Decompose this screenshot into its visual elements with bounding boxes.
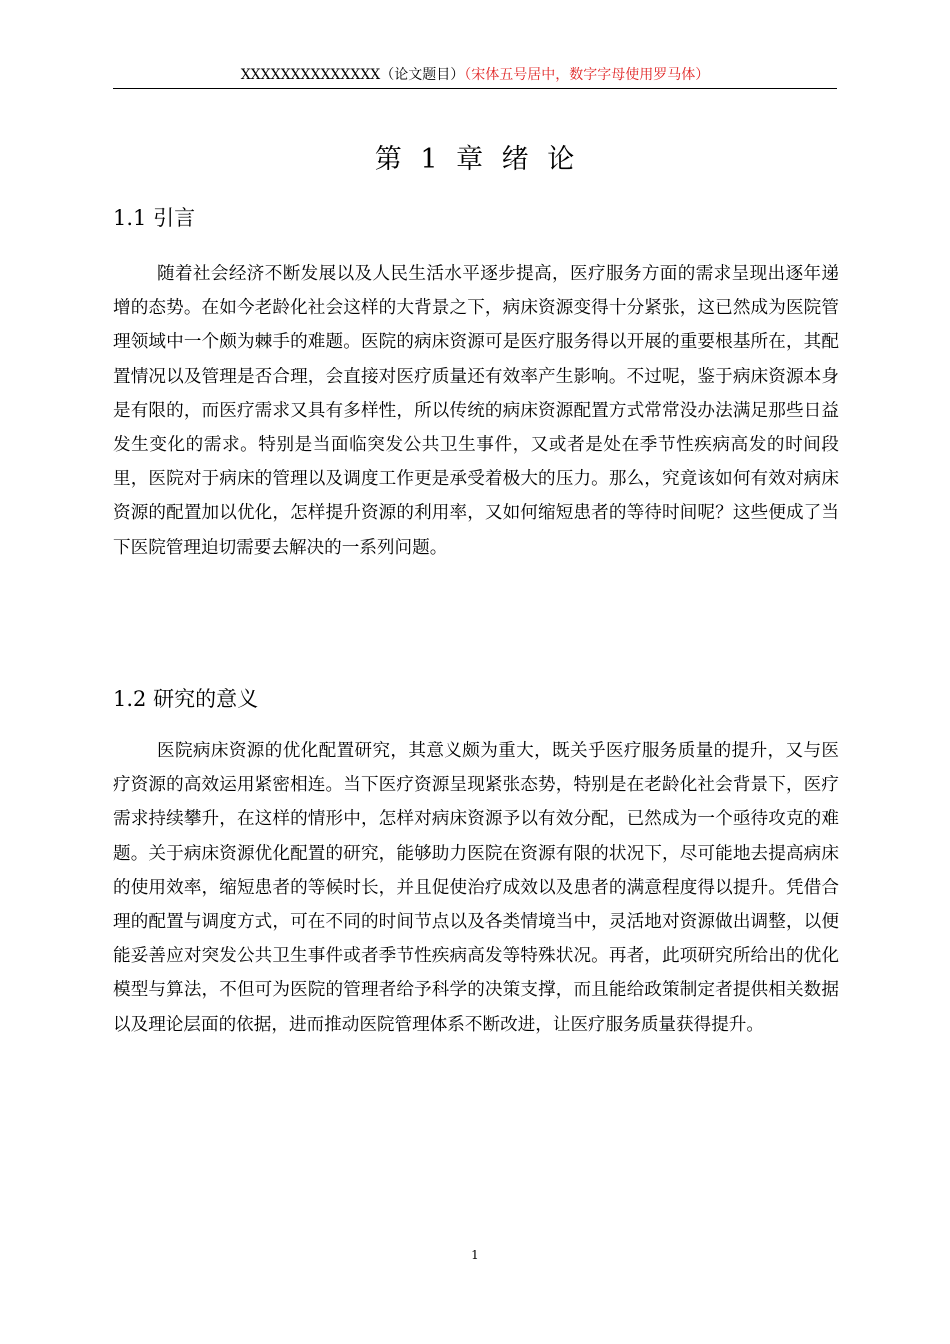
page-number: 1 — [471, 1248, 479, 1262]
running-header — [113, 66, 837, 84]
paragraph-introduction: 随着社会经济不断发展以及人民生活水平逐步提高，医疗服务方面的需求呈现出逐年递增的态势。在如今老龄化社会这样的大背景之下，病床资源变得十分紧张，这已然成为医院管理领域中一个颇为棘手的难题。医院的病床资源可是医疗服务得以开展的重要根基所在，其配置情况以及管理是否合理，会直接对医疗质量还有效率产生影响。不过呢，鉴于病床资源本身是有限的，而医疗需求又具有多样性，所以传统的病床资源配置方式常常没办法满足那些日益发生变化的需求。特别是当面临突发公共卫生事件，又或者是处在季节性疾病高发的时间段里，医院对于病床的管理以及调度工作更是承受着极大的压力。那么，究竟该如何有效对病床资源的配置加以优化，怎样提升资源的利用率，又如何缩短患者的等待时间呢？这些便成了当下医院管理迫切需要去解决的一系列问题。 — [113, 264, 839, 558]
chapter-title: 第 1 章 绪 论 — [374, 144, 576, 175]
section-heading-introduction: 1.1 引言 — [113, 206, 196, 230]
header-format-note: （宋体五号居中，数字字母使用罗马体） — [464, 67, 710, 83]
section-heading-significance: 1.2 研究的意义 — [113, 687, 259, 711]
header-rule — [113, 88, 837, 89]
header-title: XXXXXXXXXXXXXX（论文题目） — [240, 67, 465, 83]
paragraph-significance: 医院病床资源的优化配置研究，其意义颇为重大，既关乎医疗服务质量的提升，又与医疗资源的高效运用紧密相连。当下医疗资源呈现紧张态势，特别是在老龄化社会背景下，医疗需求持续攀升，在这样的情形中，怎样对病床资源予以有效分配，已然成为一个亟待攻克的难题。关于病床资源优化配置的研究，能够助力医院在资源有限的状况下，尽可能地去提高病床的使用效率，缩短患者的等候时长，并且促使治疗成效以及患者的满意程度得以提升。凭借合理的配置与调度方式，可在不同的时间节点以及各类情境当中，灵活地对资源做出调整，以便能妥善应对突发公共卫生事件或者季节性疾病高发等特殊状况。再者，此项研究所给出的优化模型与算法，不但可为医院的管理者给予科学的决策支撑，而且能给政策制定者提供相关数据以及理论层面的依据，进而推动医院管理体系不断改进，让医疗服务质量获得提升。 — [113, 741, 839, 1035]
